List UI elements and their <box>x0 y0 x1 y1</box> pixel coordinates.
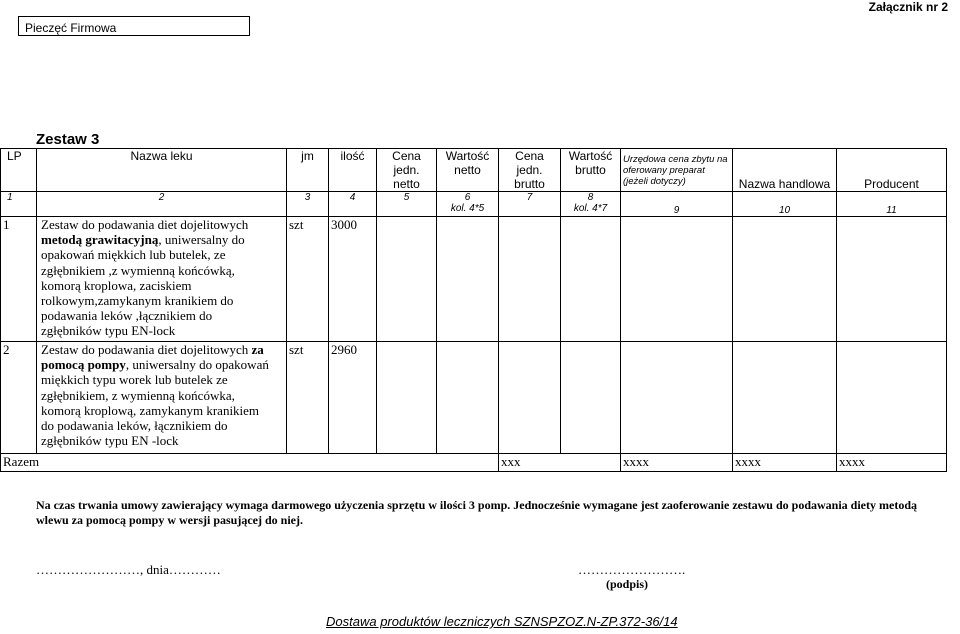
num-8-note: kol. 4*7 <box>573 203 608 214</box>
row-lp: 2 <box>1 342 37 454</box>
desc-line: podawania leków ,łącznikiem do <box>41 308 213 324</box>
col-producer: Producent <box>837 149 947 192</box>
offer-table <box>0 148 947 472</box>
col-unit-net: Cena jedn. netto <box>377 149 437 192</box>
row-qty: 2960 <box>329 342 377 454</box>
desc-line <box>41 357 284 372</box>
col-trade-name: Nazwa handlowa <box>733 149 837 192</box>
row-trade-name <box>733 342 837 454</box>
signature-label: (podpis) <box>606 577 649 591</box>
desc-line: miękkich typu worek lub butelek ze <box>41 372 228 388</box>
desc-line: rolkowym,zamykanym kranikiem do <box>41 293 234 309</box>
row-jm: szt <box>287 342 329 454</box>
num-9: 9 <box>621 192 733 217</box>
row-producer <box>837 217 947 342</box>
row-value-gross <box>561 342 621 454</box>
num-2: 2 <box>37 192 287 217</box>
col-official-price <box>621 149 733 192</box>
desc-line <box>41 232 284 247</box>
row-unit-net <box>377 342 437 454</box>
row-qty: 3000 <box>329 217 377 342</box>
num-8-value: 8 <box>587 192 594 203</box>
row-unit-gross <box>499 217 561 342</box>
num-7: 7 <box>499 192 561 217</box>
requirements-note: Na czas trwania umowy zawierający wymaga darmowego użyczenia sprzętu w ilości 3 pomp. Jednocześnie wymagane jest zaoferowanie zestawu do podawania diety metodą wlewu za pomocą pompy w wersji pasującej do niej. <box>36 498 917 527</box>
signature-line: ……………………. <box>578 562 686 577</box>
num-6-note: kol. 4*5 <box>450 203 485 214</box>
num-4: 4 <box>329 192 377 217</box>
row-jm: szt <box>287 217 329 342</box>
desc-line: zgłębnikiem, z wymienną końcówka, <box>41 387 235 403</box>
col-value-net: Wartość netto <box>437 149 499 192</box>
total-trade-name: xxxx <box>733 454 837 472</box>
desc-tail: , uniwersalny do <box>158 232 245 248</box>
desc-bold: za <box>251 342 264 357</box>
desc-line: opakowań miękkich lub butelek, ze <box>41 247 226 263</box>
col-name: Nazwa leku <box>37 149 287 192</box>
row-value-net <box>437 217 499 342</box>
row-description <box>37 217 287 342</box>
desc-bold: metodą grawitacyjną <box>41 232 159 248</box>
desc-line: komorą kroplową, zamykanym kranikiem <box>41 402 260 418</box>
col-official-price-label: Urzędowa cena zbytu na oferowany preparat (jeżeli dotyczy) <box>623 153 728 187</box>
attachment-label: Załącznik nr 2 <box>868 0 948 14</box>
col-lp: LP <box>1 149 37 192</box>
row-official-price <box>621 342 733 454</box>
desc-tail: , uniwersalny do opakowań <box>125 357 269 373</box>
document-footer: Dostawa produktów leczniczych SZNSPZOZ.N-ZP.372-36/14 <box>326 614 678 629</box>
desc-line: komorą kroplowa, zaciskiem <box>41 277 192 293</box>
total-label: Razem <box>1 454 499 472</box>
desc-line: Zestaw do podawania diet dojelitowych <box>41 217 249 232</box>
num-6-value: 6 <box>464 192 471 203</box>
table-row <box>1 342 947 454</box>
header-row <box>1 149 947 192</box>
num-8 <box>561 192 621 217</box>
desc-head: Zestaw do podawania diet dojelitowych <box>41 342 252 357</box>
num-3: 3 <box>287 192 329 217</box>
place-date-line: ……………………, dnia………… <box>36 562 221 577</box>
total-row <box>1 454 947 472</box>
col-jm: jm <box>287 149 329 192</box>
col-qty: ilość <box>329 149 377 192</box>
desc-bold: pomocą pompy <box>41 357 126 373</box>
desc-line: zgłębników typu EN -lock <box>41 433 179 449</box>
row-unit-net <box>377 217 437 342</box>
total-official: xxxx <box>621 454 733 472</box>
set-title: Zestaw 3 <box>36 131 100 148</box>
col-value-gross: Wartość brutto <box>561 149 621 192</box>
desc-line: zgłębnikiem ,z wymienną końcówką, <box>41 262 235 278</box>
num-1: 1 <box>1 192 37 217</box>
total-net: xxx <box>499 454 621 472</box>
row-official-price <box>621 217 733 342</box>
num-11: 11 <box>837 192 947 217</box>
row-description <box>37 342 287 454</box>
row-producer <box>837 342 947 454</box>
num-6 <box>437 192 499 217</box>
table-row <box>1 217 947 342</box>
row-value-gross <box>561 217 621 342</box>
total-producer: xxxx <box>837 454 947 472</box>
row-lp: 1 <box>1 217 37 342</box>
num-5: 5 <box>377 192 437 217</box>
row-trade-name <box>733 217 837 342</box>
company-stamp-box: Pieczęć Firmowa <box>18 16 250 36</box>
row-value-net <box>437 342 499 454</box>
desc-line: zgłębników typu EN-lock <box>41 323 176 339</box>
desc-line: do podawania leków, łącznikiem do <box>41 418 228 434</box>
col-unit-gross: Cena jedn. brutto <box>499 149 561 192</box>
row-unit-gross <box>499 342 561 454</box>
desc-line <box>41 342 284 357</box>
number-row <box>1 192 947 217</box>
num-10: 10 <box>733 192 837 217</box>
